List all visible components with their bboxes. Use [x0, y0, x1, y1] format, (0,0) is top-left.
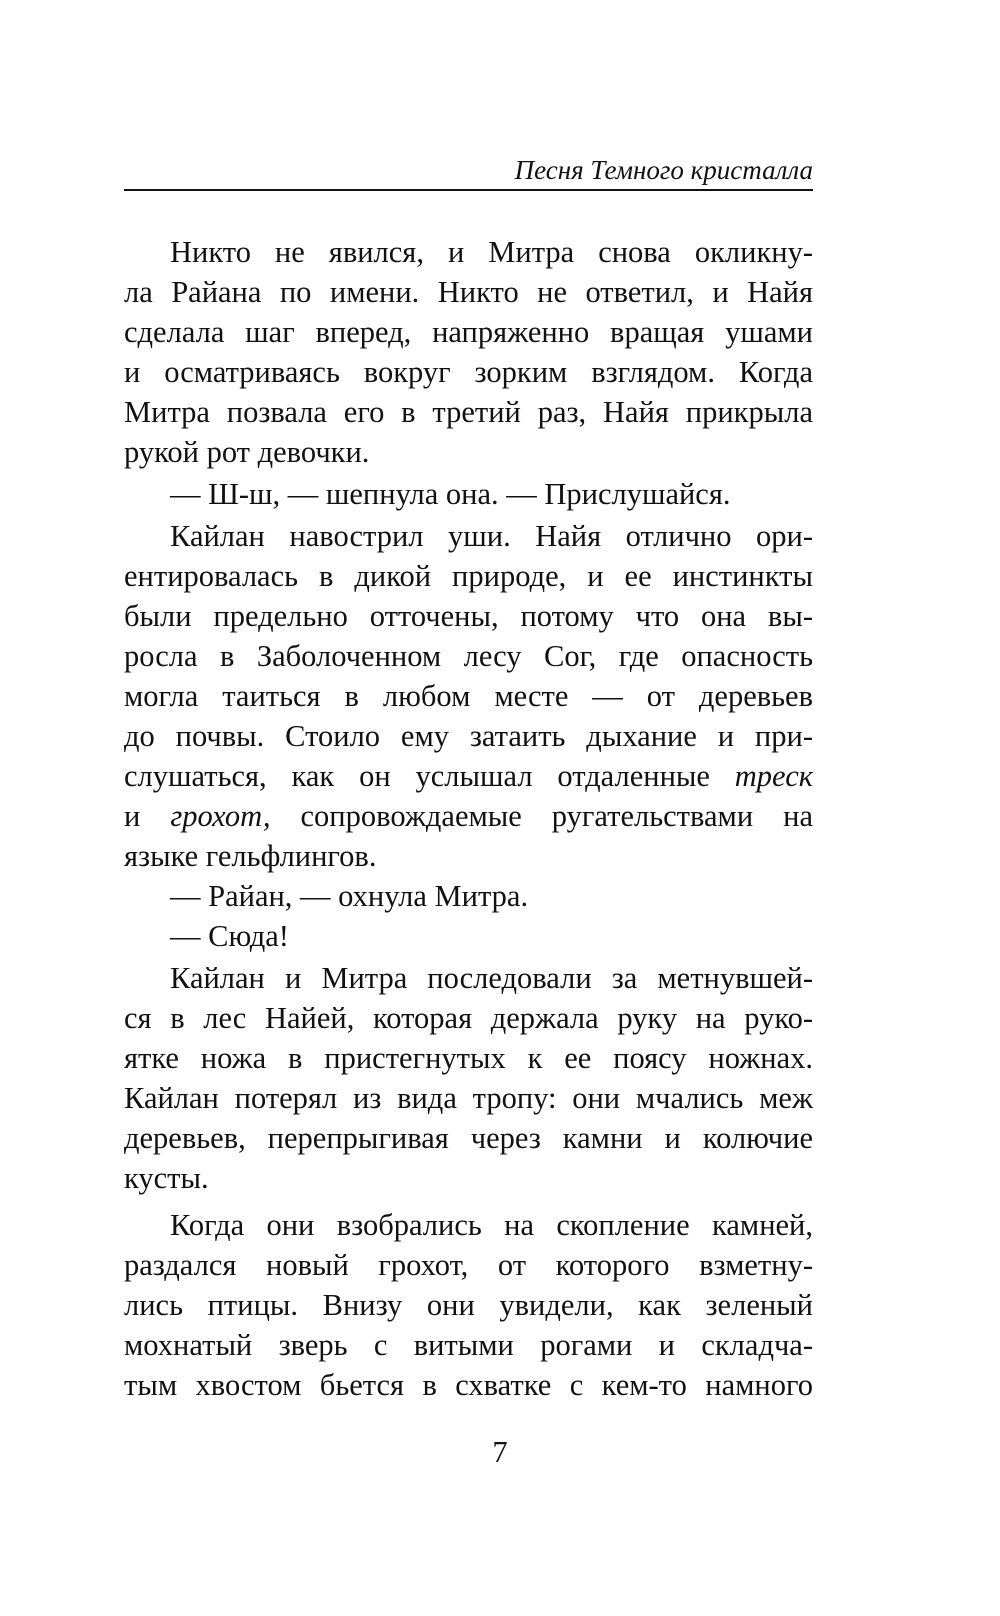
text-line: Никто не явился, и Митра снова окликну- — [170, 235, 813, 269]
text-line: кусты. — [124, 1161, 209, 1195]
text-line: Кайлан навострил уши. Найя отлично ори- — [170, 519, 813, 553]
running-head: Песня Темного кристалла — [514, 155, 813, 185]
text-run: слушаться, как он услышал отдаленные — [124, 759, 735, 793]
text-run: и — [124, 799, 171, 833]
text-line: раздался новый грохот, от которого взметну- — [124, 1248, 813, 1282]
text-line: Кайлан и Митра последовали за метнувшей- — [170, 961, 813, 995]
text-line: до почвы. Стоило ему затаить дыхание и при- — [124, 719, 813, 753]
text-line: Митра позвала его в третий раз, Найя прикрыла — [124, 395, 813, 429]
text-line — [124, 756, 813, 796]
text-line: ся в лес Найей, которая держала руку на руко- — [124, 1001, 813, 1035]
text-line: ентировалась в дикой природе, и ее инстинкты — [124, 559, 813, 593]
text-line: сделала шаг вперед, напряженно вращая ушами — [124, 315, 813, 349]
text-line: деревьев, перепрыгивая через камни и колючие — [124, 1121, 813, 1155]
text-line: ятке ножа в пристегнутых к ее поясу ножнах. — [124, 1041, 813, 1075]
text-line: лись птицы. Внизу они увидели, как зеленый — [124, 1288, 813, 1322]
text-line: мохнатый зверь с витыми рогами и складча- — [124, 1328, 813, 1362]
text-line: могла таиться в любом месте — от деревьев — [124, 679, 813, 713]
text-line: Когда они взобрались на скопление камней, — [170, 1208, 813, 1242]
page-number: 7 — [492, 1435, 508, 1469]
text-line: и осматриваясь вокруг зорким взглядом. Когда — [124, 355, 813, 389]
text-line: ла Райана по имени. Никто не ответил, и Найя — [124, 275, 813, 309]
dialogue-line: — Ш-ш, — шепнула она. — Прислушайся. — [170, 477, 731, 511]
text-line: языке гельфлингов. — [124, 839, 377, 873]
text-line: рукой рот девочки. — [124, 435, 370, 469]
dialogue-line: — Сюда! — [170, 919, 289, 953]
text-line: Кайлан потерял из вида тропу: они мчались меж — [124, 1081, 813, 1115]
italic-word: треск — [734, 759, 813, 793]
text-line: были предельно отточены, потому что она вы- — [124, 599, 813, 633]
text-run: сопровождаемые ругательствами на — [270, 799, 814, 833]
text-line: росла в Заболоченном лесу Сог, где опасность — [124, 639, 813, 673]
text-line: тым хвостом бьется в схватке с кем-то намного — [124, 1368, 813, 1402]
italic-word: грохот, — [170, 799, 271, 833]
header-rule — [124, 189, 813, 191]
dialogue-line: — Райан, — охнула Митра. — [170, 879, 529, 913]
body-text — [124, 232, 813, 1405]
text-line — [124, 796, 813, 836]
